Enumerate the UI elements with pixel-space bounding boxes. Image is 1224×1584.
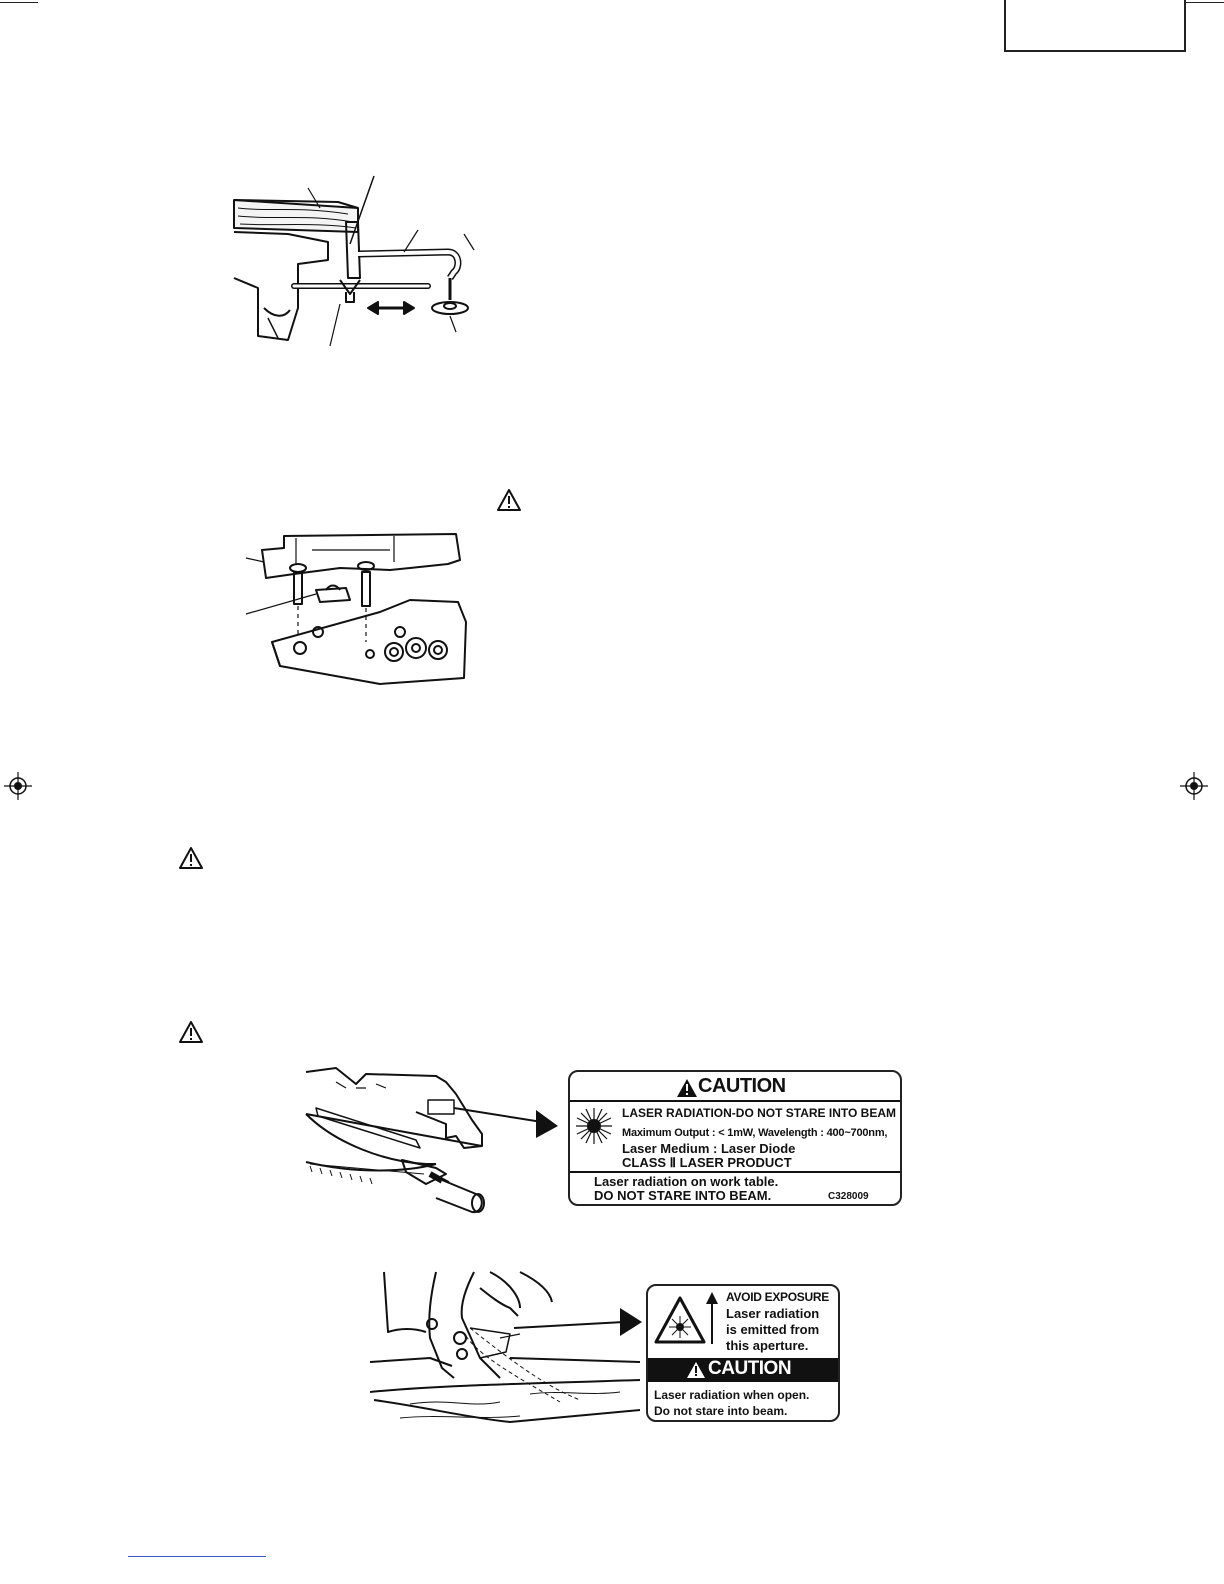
label-line-4: CLASS Ⅱ LASER PRODUCT [622,1155,792,1170]
laser-caution-label-lower [646,1284,840,1422]
label-line-1: LASER RADIATION-DO NOT STARE INTO BEAM [622,1106,896,1120]
label-line-2: Maximum Output : < 1mW, Wavelength : 400~700nm, [622,1127,888,1139]
extra-fence-illustration [240,528,470,686]
label-divider [570,1171,900,1173]
caution-triangle-icon [676,1078,698,1098]
laser-aperture-illustration [370,1268,646,1436]
warning-triangle-icon [496,488,522,512]
label-line-6: DO NOT STARE INTO BEAM. [594,1188,772,1203]
label-code: C328009 [828,1191,869,1202]
lower-line-3: this aperture. [726,1338,809,1353]
footer-rule [128,1556,266,1557]
warning-triangle-icon [178,1020,204,1044]
label-line-5: Laser radiation on work table. [594,1174,779,1189]
lower-line-5: Do not stare into beam. [654,1404,788,1418]
registration-mark-right-icon [1180,772,1208,800]
laser-caution-label-upper [568,1070,902,1206]
laser-warning-triangle-icon [654,1296,706,1344]
holder-extension-illustration [228,168,478,350]
label-divider [570,1100,900,1102]
lower-line-2: is emitted from [726,1322,820,1337]
up-arrow-icon [706,1292,718,1344]
laser-table-illustration [296,1064,562,1214]
laser-starburst-icon [574,1106,614,1146]
caution-title: CAUTION [698,1075,786,1097]
avoid-exposure-text: AVOID EXPOSURE [726,1290,829,1304]
caution-banner-title: CAUTION [708,1358,792,1379]
registration-mark-left-icon [4,772,32,800]
trim-mark-right [1186,2,1224,3]
warning-triangle-icon [178,846,204,870]
caution-triangle-icon [686,1361,706,1379]
label-line-3: Laser Medium : Laser Diode [622,1141,796,1156]
lower-line-4: Laser radiation when open. [654,1388,810,1402]
lower-line-1: Laser radiation [726,1306,820,1321]
trim-mark-left [0,2,38,3]
page-number-box [1004,0,1186,52]
